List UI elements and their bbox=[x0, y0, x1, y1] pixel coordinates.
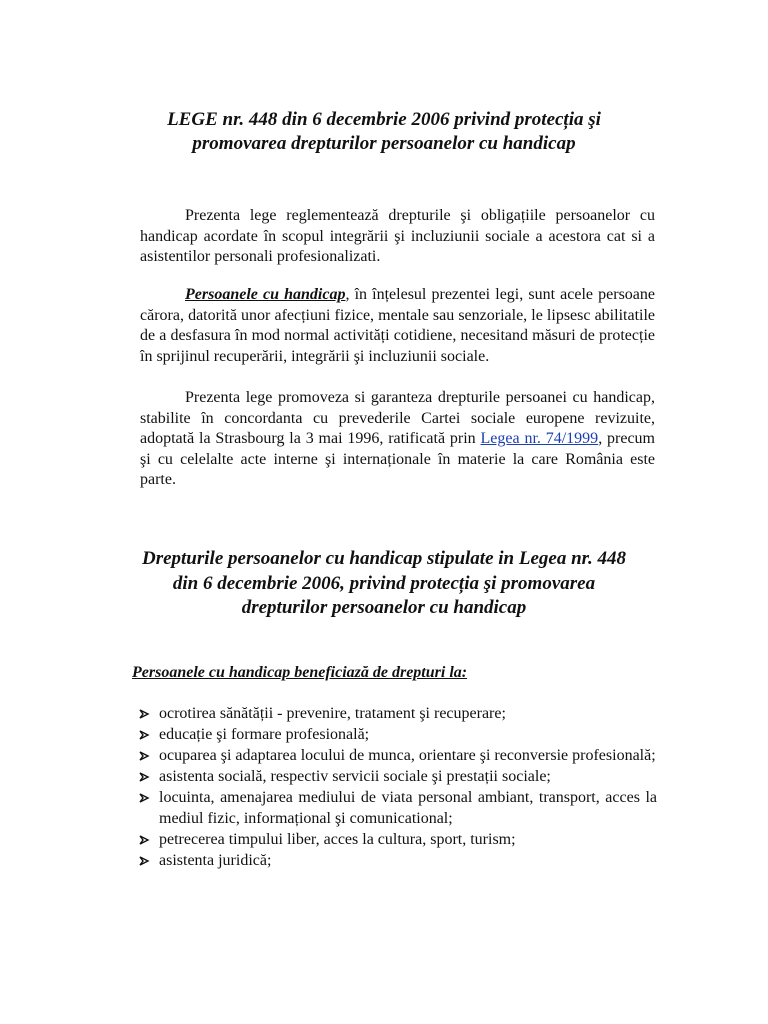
rights-subheading: Persoanele cu handicap beneficiază de drepturi la: bbox=[132, 664, 468, 681]
list-item bbox=[137, 704, 657, 725]
list-item-text: educație şi formare profesională; bbox=[159, 726, 370, 743]
list-item bbox=[137, 830, 657, 851]
law-74-1999-link[interactable]: Legea nr. 74/1999 bbox=[480, 430, 599, 447]
document-title bbox=[100, 108, 668, 156]
list-item bbox=[137, 746, 657, 767]
arrow-bullet-icon bbox=[137, 851, 153, 871]
arrow-bullet-icon bbox=[137, 746, 153, 766]
list-item-text: ocuparea şi adaptarea locului de munca, orientare şi reconversie profesională; bbox=[159, 747, 656, 764]
heading2-line-3: drepturilor persoanelor cu handicap bbox=[241, 597, 527, 618]
list-item bbox=[137, 788, 657, 829]
intro-text: Prezenta lege reglementează drepturile şi obligațiile persoanelor cu handicap acordate în scopul integrării şi incluziunii sociale a acestora cat si a asistentilor personali profesionalizati. bbox=[140, 207, 655, 265]
list-item bbox=[137, 725, 657, 746]
list-item-text: asistenta juridică; bbox=[159, 851, 272, 869]
arrow-bullet-icon bbox=[137, 767, 153, 787]
list-item-text: locuinta, amenajarea mediului de viata personal ambiant, transport, acces la mediul fizic, informațional şi comunicational; bbox=[159, 789, 657, 827]
list-item bbox=[137, 767, 657, 788]
list-item-text: ocrotirea sănătății - prevenire, tratament şi recuperare; bbox=[159, 705, 506, 722]
intro-paragraph bbox=[140, 206, 655, 268]
heading2-line-1: Drepturile persoanelor cu handicap stipulate in Legea nr. 448 bbox=[141, 548, 626, 569]
definition-paragraph bbox=[140, 285, 655, 367]
rights-section-heading bbox=[110, 547, 658, 621]
arrow-bullet-icon bbox=[137, 788, 153, 808]
title-line-1: LEGE nr. 448 din 6 decembrie 2006 privind protecția şi bbox=[167, 109, 601, 130]
list-item-text: asistenta socială, respectiv servicii sociale şi prestații sociale; bbox=[159, 768, 551, 785]
promotion-text-start: Prezenta lege promoveza si garanteza drepturile persoanei cu handicap, stabilite în concordanta cu prevederile Cartei sociale europene revizuite, adoptată la Strasbourg la 3 mai 1996, ratificată prin bbox=[140, 389, 655, 447]
list-item bbox=[137, 851, 657, 872]
definition-term: Persoanele cu handicap bbox=[185, 286, 346, 303]
arrow-bullet-icon bbox=[137, 725, 153, 745]
heading2-line-2: din 6 decembrie 2006, privind protecția şi promovarea bbox=[172, 572, 596, 594]
arrow-bullet-icon bbox=[137, 830, 153, 850]
rights-list bbox=[137, 704, 657, 872]
promotion-paragraph bbox=[140, 388, 655, 491]
list-item-text: petrecerea timpului liber, acces la cultura, sport, turism; bbox=[159, 830, 516, 848]
title-line-2: promovarea drepturilor persoanelor cu handicap bbox=[192, 133, 576, 154]
promotion-text-end: , precum şi cu celelalte acte interne şi internaționale în materie la care România este parte. bbox=[140, 430, 656, 488]
definition-text: , în înțelesul prezentei legi, sunt acele persoane cărora, datorită unor afecțiuni fizice, mentale sau senzoriale, le lipsesc abilitatile de a desfasura în mod normal activități cotidiene, necesitand măsuri de protecție în sprijinul recuperării, integrării şi incluziunii sociale. bbox=[140, 286, 655, 365]
arrow-bullet-icon bbox=[137, 704, 153, 724]
